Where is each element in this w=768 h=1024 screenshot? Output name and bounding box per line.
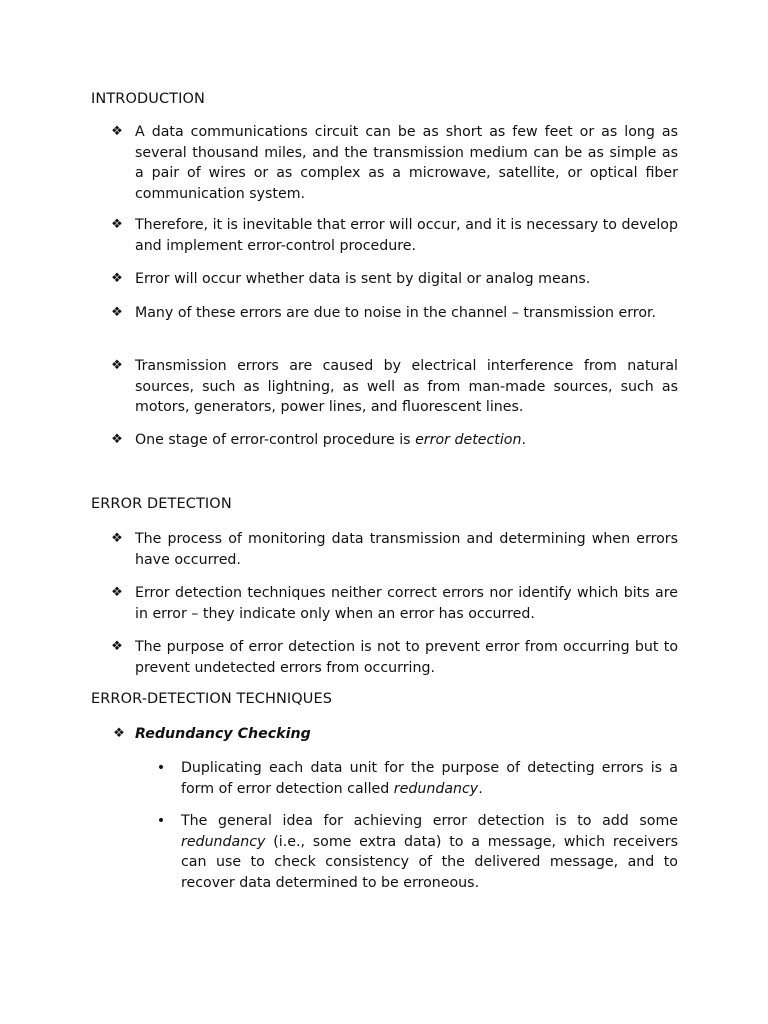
technique-redundancy-checking	[110, 724, 680, 745]
diamond-bullet-icon: ❖	[111, 639, 123, 654]
diamond-bullet-icon: ❖	[111, 531, 123, 546]
diamond-bullet-icon: ❖	[111, 305, 123, 320]
detection-item-text: Error detection techniques neither correct errors nor identify which bits are in error – they indicate only when an error has occurred.	[135, 585, 678, 622]
redundancy-bullet-1	[156, 758, 678, 799]
emphasis-text: redundancy	[393, 780, 479, 797]
detection-item-1	[108, 529, 678, 570]
intro-item-6	[108, 430, 678, 451]
detection-item-2	[108, 583, 678, 624]
intro-item-text: Therefore, it is inevitable that error will occur, and it is necessary to develop and implement error-control procedure.	[135, 217, 678, 254]
emphasis-text: error detection	[415, 432, 522, 448]
intro-item-1	[108, 122, 678, 204]
intro-item-text: A data communications circuit can be as short as few feet or as long as several thousand miles, and the transmission medium can be as simple as a pair of wires or as complex as a microwave, satellite, or optical fiber communication system.	[135, 124, 678, 202]
diamond-bullet-icon: ❖	[113, 726, 125, 741]
emphasis-text: redundancy	[181, 833, 266, 850]
heading-error-detection-techniques: ERROR-DETECTION TECHNIQUES	[91, 691, 333, 707]
bullet-dot-icon: •	[156, 813, 166, 829]
redundancy-bullet-text	[181, 811, 678, 893]
diamond-bullet-icon: ❖	[111, 432, 123, 447]
intro-item-text: Transmission errors are caused by electrical interference from natural sources, such as lightning, as well as from man-made sources, such as motors, generators, power lines, and fluorescent lines.	[135, 358, 678, 415]
text-run: Duplicating each data unit for the purpose of detecting errors is a form of error detection called	[181, 760, 678, 797]
detection-item-text: The process of monitoring data transmission and determining when errors have occurred.	[135, 531, 678, 568]
text-run: One stage of error-control procedure is	[135, 432, 416, 448]
intro-item-5	[108, 356, 678, 418]
heading-introduction: INTRODUCTION	[91, 91, 205, 107]
detection-item-3	[108, 637, 678, 678]
bullet-dot-icon: •	[156, 760, 166, 776]
redundancy-bullet-text	[181, 758, 678, 799]
diamond-bullet-icon: ❖	[111, 358, 123, 373]
text-run: The general idea for achieving error detection is to add some	[181, 813, 678, 829]
text-run: .	[478, 780, 483, 797]
intro-item-3	[108, 269, 678, 290]
intro-item-4	[108, 303, 678, 324]
diamond-bullet-icon: ❖	[111, 217, 123, 232]
intro-item-text: Error will occur whether data is sent by digital or analog means.	[135, 271, 591, 287]
diamond-bullet-icon: ❖	[111, 585, 123, 600]
detection-item-text: The purpose of error detection is not to prevent error from occurring but to prevent undetected errors from occurring.	[135, 639, 678, 676]
intro-item-text: Many of these errors are due to noise in the channel – transmission error.	[135, 305, 657, 321]
intro-item-2	[108, 215, 678, 256]
text-run: (i.e., some extra data) to a message, which receivers can use to check consistency of the delivered message, and to recover data determined to be erroneous.	[181, 833, 678, 891]
redundancy-bullet-2	[156, 811, 678, 893]
heading-error-detection: ERROR DETECTION	[91, 496, 232, 512]
diamond-bullet-icon: ❖	[111, 271, 123, 286]
subheading-redundancy-checking: Redundancy Checking	[135, 726, 311, 742]
intro-item-text	[135, 430, 678, 451]
text-run: .	[521, 432, 526, 448]
diamond-bullet-icon: ❖	[111, 124, 123, 139]
